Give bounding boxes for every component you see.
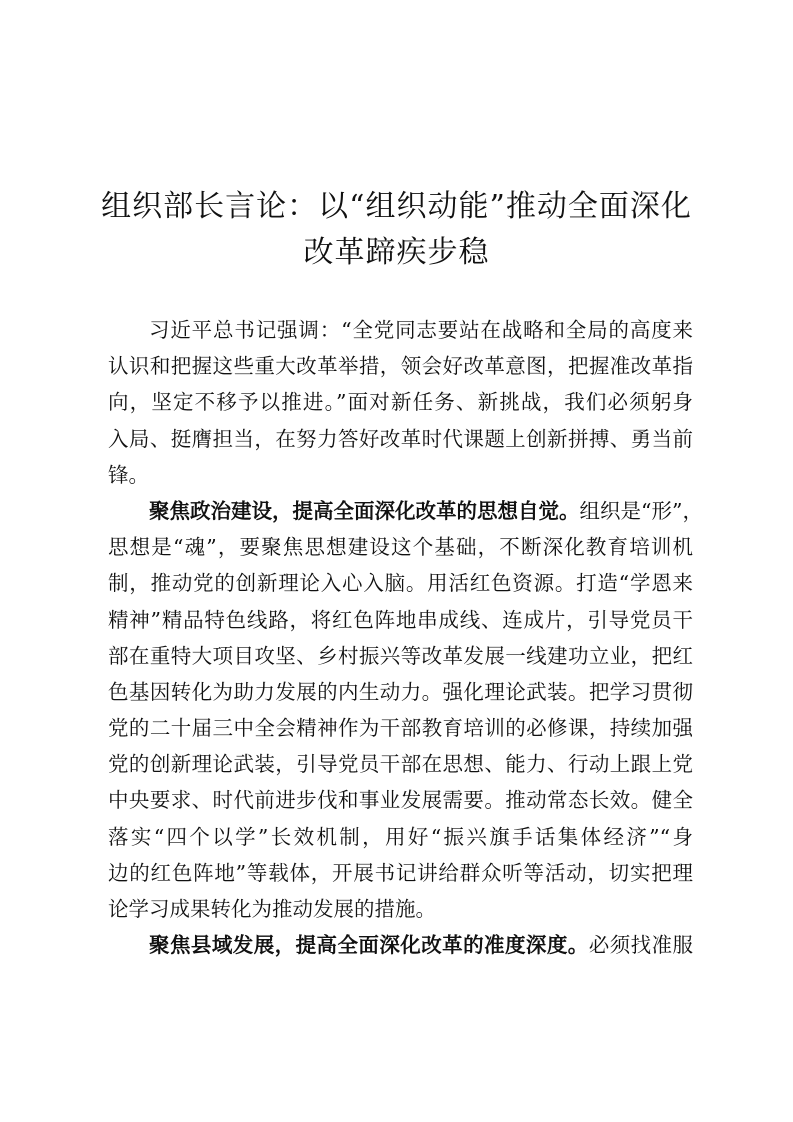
paragraph-1-line: 向，坚定不移予以推进。”面对新任务、新挑战，我们必须躬身	[108, 390, 693, 415]
section-heading-political: 聚焦政治建设，提高全面深化改革的思想自觉。	[149, 498, 580, 523]
section-heading-county: 聚焦县域发展，提高全面深化改革的准度深度。	[149, 933, 589, 958]
paragraph-2-first-rest: 组织是“形”，	[579, 498, 703, 523]
paragraph-3-first-line	[108, 927, 693, 963]
paragraph-1-line: 认识和把握这些重大改革举措，领会好改革意图，把握准改革指	[108, 354, 693, 379]
title-line-1: 组织部长言论：以“组织动能”推动全面深化	[101, 189, 692, 224]
paragraph-1-line: 习近平总书记强调：“全党同志要站在战略和全局的高度来	[149, 318, 693, 342]
paragraph-2-line: 色基因转化为助力发展的内生动力。强化理论武装。把学习贯彻	[108, 679, 693, 704]
paragraph-2-line: 落实“四个以学”长效机制，用好“振兴旗手话集体经济”“身	[108, 824, 693, 849]
paragraph-2-line: 党的二十届三中全会精神作为干部教育培训的必修课，持续加强	[108, 716, 693, 741]
paragraph-3-first-rest: 必须找准服	[588, 933, 694, 958]
paragraph-2-line: 党的创新理论武装，引导党员干部在思想、能力、行动上跟上党	[108, 752, 693, 777]
title-line-2: 改革蹄疾步稳	[303, 235, 490, 270]
paragraph-1-line: 锋。	[108, 462, 149, 487]
paragraph-2-line: 论学习成果转化为推动发展的措施。	[108, 897, 436, 921]
paragraph-2-line: 思想是“魂”，要聚焦思想建设这个基础，不断深化教育培训机	[108, 535, 693, 560]
paragraph-2-line: 部在重特大项目攻坚、乡村振兴等改革发展一线建功立业，把红	[108, 643, 693, 668]
paragraph-2-line: 边的红色阵地”等载体，开展书记讲给群众听等活动，切实把理	[108, 860, 693, 885]
paragraph-2-first-line	[108, 493, 703, 529]
paragraph-2-line: 精神”精品特色线路，将红色阵地串成线、连成片，引导党员干	[108, 607, 693, 632]
document-title	[100, 184, 693, 276]
paragraph-1-line: 入局、挺膺担当，在努力答好改革时代课题上创新拼搏、勇当前	[108, 426, 693, 451]
document-body	[108, 312, 703, 963]
paragraph-2-line: 中央要求、时代前进步伐和事业发展需要。推动常态长效。健全	[108, 788, 693, 813]
paragraph-2-line: 制，推动党的创新理论入心入脑。用活红色资源。打造“学恩来	[108, 571, 693, 596]
